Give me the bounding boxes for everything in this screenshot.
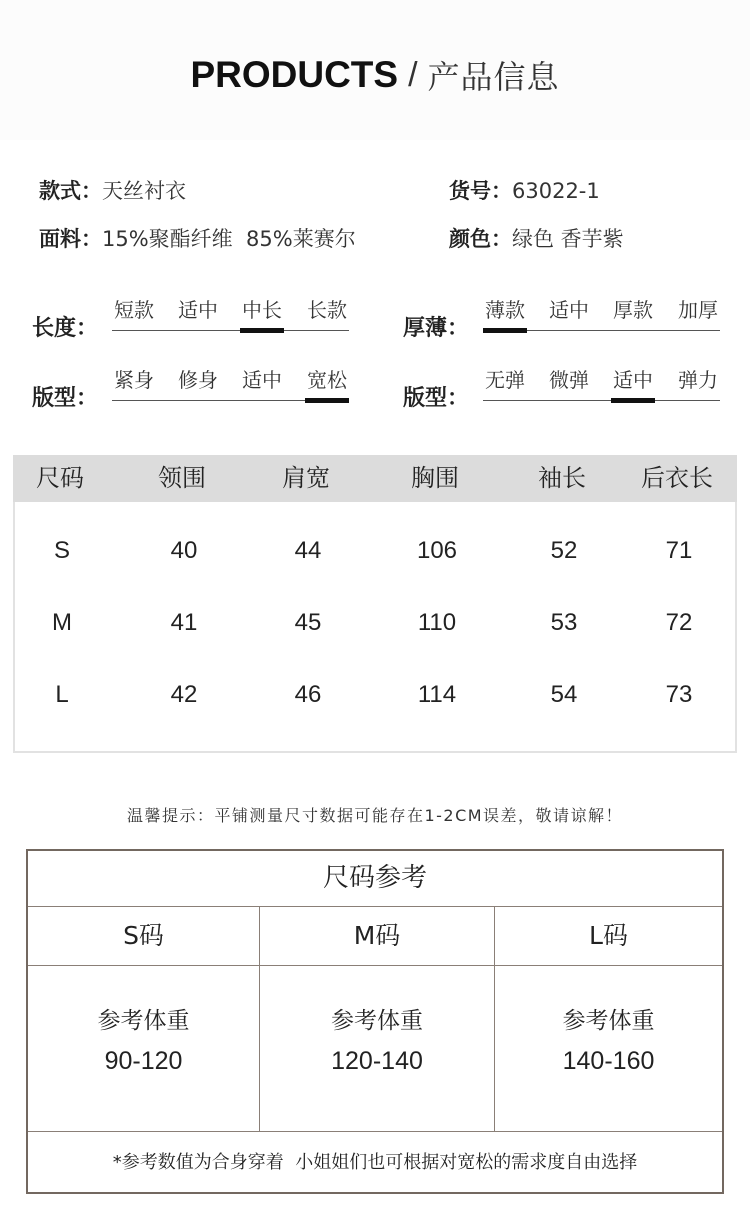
scale-option-selected: 适中	[611, 367, 655, 401]
info-style	[39, 175, 186, 205]
scale-option: 无弹	[485, 368, 525, 392]
reference-column-l	[494, 907, 722, 1131]
scale-options	[483, 297, 720, 331]
size-table-header	[13, 455, 737, 502]
header-cell: 袖长	[538, 464, 586, 492]
table-cell: M	[52, 609, 72, 636]
title-chinese: 产品信息	[427, 58, 560, 96]
scale-option: 长款	[307, 298, 347, 322]
info-fabric-label: 面料：	[39, 227, 102, 251]
scale-label: 厚薄：	[403, 316, 470, 341]
reference-footnote: *参考数值为合身穿着 小姐姐们也可根据对宽松的需求度自由选择	[28, 1131, 722, 1192]
reference-weight-label: 参考体重	[97, 1008, 190, 1034]
header-cell: 尺码	[36, 464, 84, 492]
reference-size: S码	[28, 907, 259, 966]
reference-weight-value: 90-120	[104, 1047, 183, 1075]
scale-option-selected: 薄款	[483, 297, 527, 331]
table-cell: 72	[665, 609, 693, 636]
header-cell: 后衣长	[641, 464, 713, 492]
scale-option: 短款	[114, 298, 154, 322]
table-cell: 73	[665, 681, 693, 708]
scale-option-selected: 宽松	[305, 367, 349, 401]
table-cell: 45	[294, 609, 322, 636]
table-cell: S	[53, 537, 70, 564]
header-cell: 胸围	[411, 464, 459, 492]
scale-options	[112, 367, 349, 401]
scale-label: 长度：	[32, 316, 99, 341]
table-cell: 54	[550, 681, 578, 708]
scale-option: 厚款	[613, 298, 653, 322]
scale-option: 适中	[549, 298, 589, 322]
scale-option: 紧身	[114, 368, 154, 392]
table-cell: 114	[417, 681, 457, 708]
table-cell: 71	[665, 537, 693, 564]
size-reference-title: 尺码参考	[28, 851, 722, 907]
info-style-value: 天丝衬衣	[102, 179, 186, 203]
table-cell: 53	[550, 609, 578, 636]
info-item-no	[449, 175, 600, 205]
scale-option: 适中	[242, 368, 282, 392]
scale-options	[112, 297, 349, 331]
scale-options	[483, 367, 720, 401]
reference-column-s	[28, 907, 259, 1131]
scale-option: 修身	[178, 368, 218, 392]
info-style-label: 款式：	[39, 179, 102, 203]
info-item-no-value: 63022-1	[512, 179, 600, 203]
reference-weight-label: 参考体重	[562, 1008, 655, 1034]
info-color	[449, 223, 624, 253]
reference-weight-label: 参考体重	[331, 1008, 423, 1034]
table-cell: 106	[416, 537, 458, 564]
reference-size: L码	[495, 907, 722, 966]
size-reference-table	[26, 849, 724, 1194]
scale-option: 加厚	[678, 298, 718, 322]
info-fabric-value: 15%聚酯纤维 85%莱赛尔	[102, 227, 356, 251]
reference-weight-value: 120-140	[331, 1047, 423, 1075]
scale-label: 版型：	[403, 386, 470, 411]
reference-weight-value: 140-160	[562, 1047, 655, 1075]
info-item-no-label: 货号：	[449, 179, 512, 203]
info-fabric	[39, 223, 356, 253]
table-cell: 46	[294, 681, 322, 708]
scale-option: 微弹	[549, 368, 589, 392]
reference-column-m	[259, 907, 494, 1131]
table-cell: 40	[170, 537, 198, 564]
header-cell: 领围	[158, 464, 206, 492]
scale-option-selected: 中长	[240, 297, 284, 331]
info-color-value: 绿色 香芋紫	[512, 227, 624, 251]
measurement-notice: 温馨提示：平铺测量尺寸数据可能存在1-2CM误差，敬请谅解！	[126, 806, 624, 825]
page-title	[0, 52, 750, 98]
table-cell: 110	[417, 609, 457, 636]
table-cell: L	[55, 681, 69, 708]
size-table	[13, 455, 737, 753]
table-cell: 41	[170, 609, 198, 636]
reference-size: M码	[260, 907, 494, 966]
table-cell: 44	[294, 537, 322, 564]
table-cell: 42	[170, 681, 198, 708]
scale-option: 适中	[178, 298, 218, 322]
title-english: PRODUCTS	[190, 54, 399, 95]
title-separator: /	[408, 55, 418, 94]
header-cell: 肩宽	[282, 464, 330, 492]
scale-option: 弹力	[678, 368, 718, 392]
info-color-label: 颜色：	[449, 227, 512, 251]
scale-label: 版型：	[32, 386, 99, 411]
table-cell: 52	[550, 537, 578, 564]
